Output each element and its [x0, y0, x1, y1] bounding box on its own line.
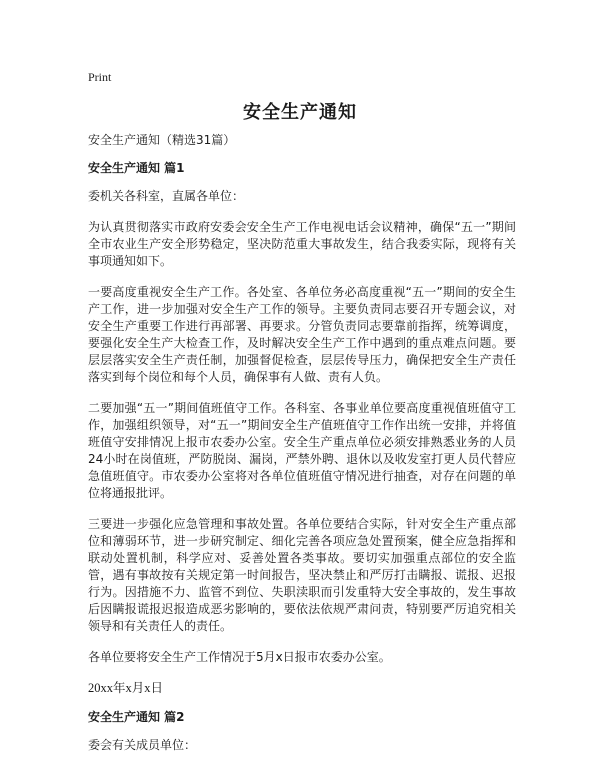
paragraph-point-3: 三要进一步强化应急管理和事故处置。各单位要结合实际，针对安全生产重点部位和薄弱环节，进一步研究制定、细化完善各项应急处置预案，健全应急指挥和联动处置机制，科学应对、妥善处置各类事故。要切实加强重点部位的安全监管，遇有事故按有关规定第一时间报告，坚决禁止和严厉打击瞒报、谎报、迟报行为。因措施不力、监管不到位、失职渎职而引发重特大安全事故的，发生事故后因瞒报谎报迟报造成恶劣影响的，要依法依规严肃问责，特别要严厉追究相关领导和有关责任人的责任。	[88, 517, 516, 633]
paragraph-intro: 为认真贯彻落实市政府安委会安全生产工作电视电话会议精神，确保“五一”期间全市农业生产安全形势稳定，坚决防范重大事故发生，结合我委实际，现将有关事项通知如下。	[88, 220, 516, 268]
section-heading-1: 安全生产通知 篇1	[88, 161, 185, 175]
date-line: 20xx年x月x日	[88, 681, 164, 695]
salutation-2: 委会有关成员单位：	[88, 738, 197, 752]
paragraph-point-2: 二要加强“五一”期间值班值守工作。各科室、各事业单位要高度重视值班值守工作，加强组织领导，对“五一”期间安全生产值班值守工作作出统一安排，并将值班值守安排情况上报市农委办公室。安全生产重点单位必须安排熟悉业务的人员24小时在岗值班，严防脱岗、漏岗，严禁外聘、退休以及收发室打更人员代替应急值班值守。市农委办公室将对各单位值班值守情况进行抽查，对存在问题的单位将通报批评。	[88, 401, 516, 500]
document-subtitle: 安全生产通知（精选31篇）	[88, 133, 236, 147]
paragraph-closing: 各单位要将安全生产工作情况于5月x日报市农委办公室。	[88, 650, 391, 664]
document-title: 安全生产通知	[243, 102, 357, 123]
salutation-1: 委机关各科室，直属各单位：	[88, 189, 245, 203]
paragraph-point-1: 一要高度重视安全生产工作。各处室、各单位务必高度重视“五一”期间的安全生产工作，进一步加强对安全生产工作的领导。主要负责同志要召开专题会议，对安全生产重要工作进行再部署、再要求。分管负责同志要靠前指挥，统筹调度，要强化安全生产大检查工作，及时解决安全生产工作中遇到的重点难点问题。要层层落实安全生产责任制，加强督促检查，层层传导压力，确保把安全生产责任落实到每个岗位和每个人员，确保事有人做、责有人负。	[88, 285, 516, 384]
print-label: Print	[88, 70, 112, 84]
section-heading-2: 安全生产通知 篇2	[88, 710, 185, 724]
document-body	[88, 132, 516, 768]
